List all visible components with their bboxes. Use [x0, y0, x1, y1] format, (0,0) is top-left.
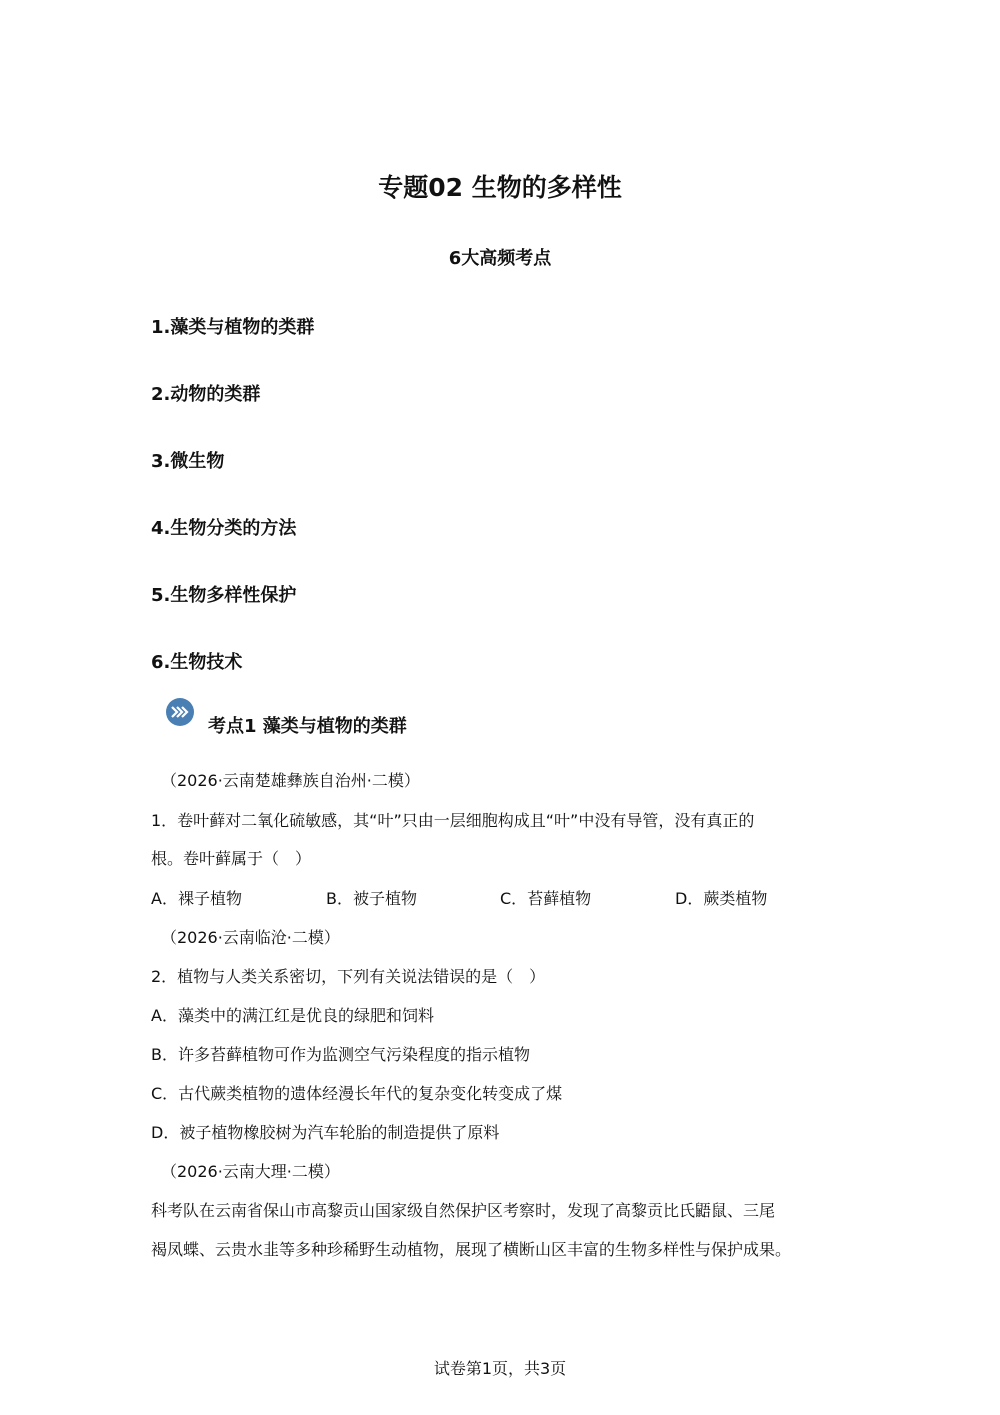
question-stem: 2．植物与人类关系密切，下列有关说法错误的是（ ）	[151, 967, 546, 986]
question-stem: 根。卷叶藓属于（ ）	[151, 849, 312, 868]
question-text: 科考队在云南省保山市高黎贡山国家级自然保护区考察时，发现了高黎贡比氏鼯鼠、三尾	[151, 1201, 776, 1220]
page-footer: 试卷第1页，共3页	[433, 1359, 567, 1378]
question-stem: 1．卷叶藓对二氧化硫敏感，其“叶”只由一层细胞构成且“叶”中没有导管，没有真正的	[151, 811, 755, 830]
answer-option: A．裸子植物	[151, 889, 242, 908]
answer-option: B．被子植物	[326, 889, 417, 908]
page-subtitle: 6大高频考点	[448, 248, 552, 269]
topic-item: 3.微生物	[151, 451, 225, 472]
question-text: 褐凤蝶、云贵水韭等多种珍稀野生动植物，展现了横断山区丰富的生物多样性与保护成果。	[151, 1240, 792, 1259]
topic-item: 5.生物多样性保护	[151, 585, 297, 606]
question-source: （2026·云南临沧·二模）	[161, 928, 340, 947]
topic-item: 6.生物技术	[151, 652, 243, 673]
answer-option: B．许多苔藓植物可作为监测空气污染程度的指示植物	[151, 1045, 530, 1064]
question-source: （2026·云南大理·二模）	[161, 1162, 340, 1181]
answer-option: A．藻类中的满江红是优良的绿肥和饲料	[151, 1006, 434, 1025]
topic-item: 4.生物分类的方法	[151, 518, 297, 539]
topic-item: 1.藻类与植物的类群	[151, 317, 315, 338]
section-title: 考点1 藻类与植物的类群	[208, 716, 407, 737]
answer-option: C．古代蕨类植物的遗体经漫长年代的复杂变化转变成了煤	[151, 1084, 563, 1103]
page-title: 专题02 生物的多样性	[378, 173, 622, 202]
answer-option: C．苔藓植物	[500, 889, 592, 908]
answer-option: D．蕨类植物	[675, 889, 768, 908]
topic-item: 2.动物的类群	[151, 384, 261, 405]
question-source: （2026·云南楚雄彝族自治州·二模）	[161, 771, 420, 790]
answer-option: D．被子植物橡胶树为汽车轮胎的制造提供了原料	[151, 1123, 500, 1142]
double-chevron-right-icon	[166, 698, 194, 726]
